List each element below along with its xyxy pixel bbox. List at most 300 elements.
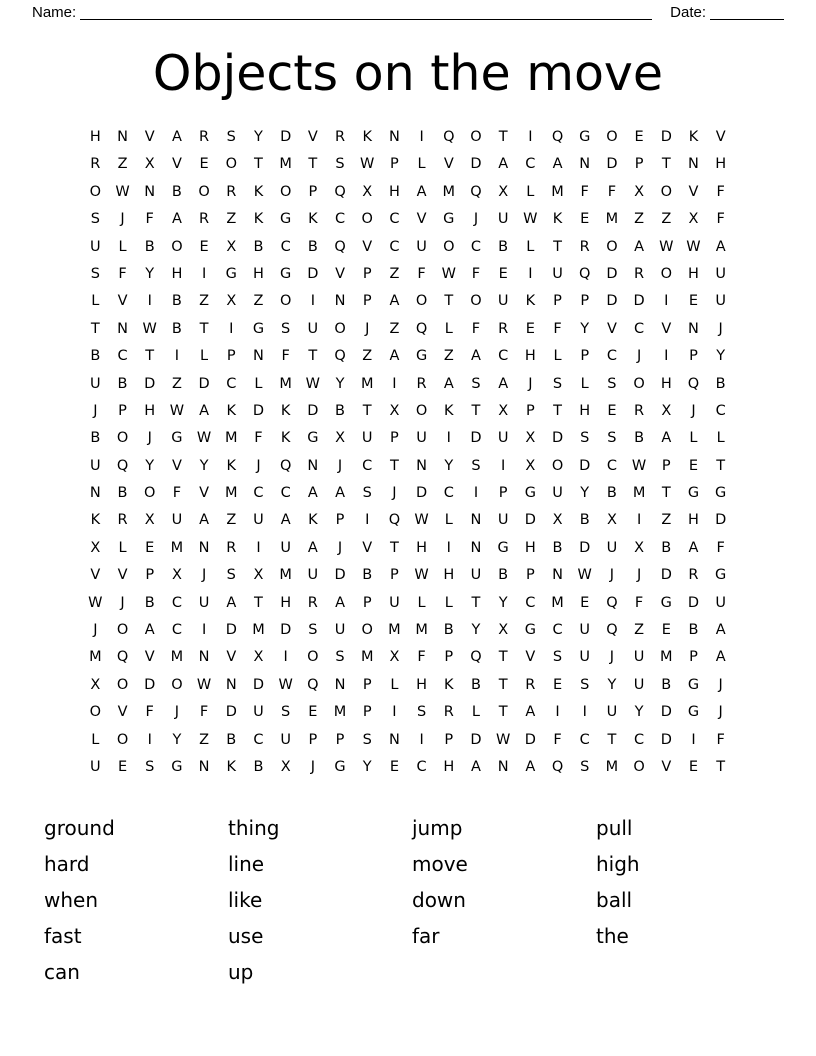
grid-cell[interactable]: C — [470, 238, 482, 255]
grid-cell[interactable]: Q — [579, 265, 591, 282]
grid-cell[interactable]: S — [145, 758, 155, 775]
grid-cell[interactable]: X — [171, 567, 182, 584]
grid-cell[interactable]: R — [688, 567, 699, 584]
word-list-item[interactable]: fast — [44, 923, 82, 948]
grid-cell[interactable]: N — [307, 457, 319, 474]
grid-cell[interactable]: D — [307, 265, 319, 282]
grid-cell[interactable]: X — [362, 183, 373, 200]
grid-cell[interactable]: P — [118, 402, 127, 419]
word-list-item[interactable]: can — [44, 959, 80, 984]
grid-cell[interactable]: C — [171, 622, 182, 639]
grid-cell[interactable]: W — [169, 402, 185, 419]
grid-cell[interactable]: B — [715, 375, 726, 392]
grid-cell[interactable]: H — [144, 402, 156, 419]
grid-cell[interactable]: G — [524, 622, 536, 639]
grid-cell[interactable]: G — [225, 265, 237, 282]
grid-cell[interactable]: V — [171, 457, 182, 474]
grid-cell[interactable]: T — [661, 485, 671, 502]
grid-cell[interactable]: G — [660, 594, 672, 611]
grid-cell[interactable]: E — [199, 156, 209, 173]
grid-cell[interactable]: O — [633, 758, 645, 775]
grid-cell[interactable]: D — [606, 156, 618, 173]
grid-cell[interactable]: V — [688, 183, 699, 200]
grid-cell[interactable]: E — [688, 293, 699, 310]
word-list-item[interactable]: down — [412, 887, 466, 912]
grid-cell[interactable]: Z — [199, 731, 210, 748]
grid-cell[interactable]: P — [308, 731, 318, 748]
grid-cell[interactable]: C — [416, 758, 427, 775]
grid-cell[interactable]: B — [253, 238, 264, 255]
grid-cell[interactable]: F — [254, 430, 263, 447]
grid-cell[interactable]: C — [226, 375, 237, 392]
grid-cell[interactable]: K — [226, 758, 237, 775]
word-list-item[interactable]: when — [44, 887, 99, 912]
grid-cell[interactable]: C — [253, 731, 264, 748]
grid-cell[interactable]: G — [687, 485, 700, 502]
grid-cell[interactable]: O — [144, 485, 156, 502]
grid-cell[interactable]: K — [253, 211, 264, 228]
grid-cell[interactable]: R — [634, 402, 645, 419]
grid-cell[interactable]: Q — [606, 594, 618, 611]
grid-cell[interactable]: F — [172, 485, 182, 502]
grid-cell[interactable]: U — [280, 539, 291, 556]
grid-cell[interactable]: K — [280, 430, 291, 447]
grid-cell[interactable]: N — [334, 293, 346, 310]
grid-cell[interactable]: O — [171, 676, 183, 693]
grid-cell[interactable]: H — [579, 402, 591, 419]
grid-cell[interactable]: F — [281, 348, 290, 365]
grid-cell[interactable]: F — [716, 183, 725, 200]
grid-cell[interactable]: C — [362, 457, 373, 474]
grid-cell[interactable]: Q — [415, 320, 428, 337]
grid-cell[interactable]: F — [417, 649, 426, 666]
grid-cell[interactable]: C — [334, 211, 346, 228]
grid-cell[interactable]: O — [334, 320, 346, 337]
grid-cell[interactable]: S — [362, 731, 372, 748]
grid-cell[interactable]: U — [715, 594, 726, 611]
word-list-item[interactable]: the — [596, 923, 629, 948]
grid-cell[interactable]: B — [661, 676, 672, 693]
grid-cell[interactable]: S — [226, 567, 236, 584]
grid-cell[interactable]: J — [691, 402, 696, 419]
grid-cell[interactable]: L — [444, 320, 453, 337]
grid-cell[interactable]: L — [254, 375, 263, 392]
grid-cell[interactable]: R — [525, 676, 536, 693]
grid-cell[interactable]: T — [607, 731, 617, 748]
grid-cell[interactable]: J — [636, 348, 642, 365]
grid-cell[interactable]: A — [471, 348, 481, 365]
grid-cell[interactable]: Y — [335, 375, 345, 392]
grid-cell[interactable]: U — [497, 430, 509, 447]
grid-cell[interactable]: P — [362, 704, 372, 721]
word-list-item[interactable]: far — [412, 923, 440, 948]
grid-cell[interactable]: E — [525, 320, 535, 337]
grid-cell[interactable]: N — [198, 758, 210, 775]
grid-cell[interactable]: D — [144, 375, 156, 392]
grid-cell[interactable]: S — [362, 485, 372, 502]
grid-cell[interactable]: S — [335, 156, 345, 173]
grid-cell[interactable]: N — [416, 457, 428, 474]
grid-cell[interactable]: C — [525, 156, 536, 173]
grid-cell[interactable]: C — [606, 457, 617, 474]
grid-cell[interactable]: V — [226, 649, 237, 666]
grid-cell[interactable]: B — [498, 238, 509, 255]
grid-cell[interactable]: S — [281, 704, 291, 721]
grid-cell[interactable]: B — [335, 402, 345, 419]
grid-cell[interactable]: X — [606, 512, 617, 529]
grid-cell[interactable]: L — [118, 238, 127, 255]
grid-cell[interactable]: F — [634, 594, 644, 611]
grid-cell[interactable]: V — [443, 156, 454, 173]
grid-cell[interactable]: B — [661, 539, 672, 556]
grid-cell[interactable]: U — [715, 265, 726, 282]
grid-cell[interactable]: L — [417, 594, 426, 611]
grid-cell[interactable]: L — [580, 375, 589, 392]
grid-cell[interactable]: A — [525, 758, 536, 775]
grid-cell[interactable]: G — [687, 676, 700, 693]
grid-cell[interactable]: S — [308, 622, 318, 639]
grid-cell[interactable]: I — [229, 320, 234, 337]
grid-cell[interactable]: Z — [171, 375, 182, 392]
grid-cell[interactable]: U — [90, 375, 101, 392]
grid-cell[interactable]: E — [145, 539, 155, 556]
grid-cell[interactable]: B — [470, 676, 481, 693]
grid-cell[interactable]: A — [715, 622, 726, 639]
grid-cell[interactable]: D — [551, 430, 564, 447]
grid-cell[interactable]: P — [553, 293, 562, 310]
grid-cell[interactable]: Y — [199, 457, 209, 474]
grid-cell[interactable]: I — [446, 539, 451, 556]
grid-cell[interactable]: U — [497, 293, 509, 310]
grid-cell[interactable]: X — [498, 402, 509, 419]
grid-cell[interactable]: F — [145, 704, 154, 721]
grid-cell[interactable]: U — [633, 649, 645, 666]
grid-cell[interactable]: Y — [580, 485, 590, 502]
grid-cell[interactable]: J — [365, 320, 370, 337]
grid-cell[interactable]: H — [443, 567, 455, 584]
grid-cell[interactable]: A — [471, 758, 481, 775]
grid-cell[interactable]: P — [362, 676, 372, 693]
grid-cell[interactable]: Q — [116, 457, 129, 474]
grid-cell[interactable]: W — [142, 320, 157, 337]
grid-cell[interactable]: J — [392, 485, 397, 502]
grid-cell[interactable]: G — [415, 348, 428, 365]
grid-cell[interactable]: C — [389, 238, 400, 255]
grid-cell[interactable]: B — [144, 238, 155, 255]
grid-cell[interactable]: V — [525, 649, 536, 666]
grid-cell[interactable]: B — [226, 731, 237, 748]
grid-cell[interactable]: K — [552, 211, 563, 228]
grid-cell[interactable]: L — [689, 430, 698, 447]
grid-cell[interactable]: A — [715, 238, 726, 255]
grid-cell[interactable]: X — [552, 512, 563, 529]
grid-cell[interactable]: I — [419, 129, 424, 145]
grid-cell[interactable]: J — [609, 649, 615, 666]
grid-cell[interactable]: U — [606, 539, 618, 556]
grid-cell[interactable]: H — [89, 129, 101, 145]
grid-cell[interactable]: A — [307, 485, 318, 502]
grid-cell[interactable]: U — [90, 758, 101, 775]
grid-cell[interactable]: N — [198, 649, 210, 666]
grid-cell[interactable]: F — [553, 320, 562, 337]
grid-cell[interactable]: M — [415, 622, 428, 639]
grid-cell[interactable]: G — [280, 211, 292, 228]
grid-cell[interactable]: T — [553, 238, 562, 255]
grid-cell[interactable]: I — [174, 348, 180, 365]
grid-cell[interactable]: P — [634, 156, 644, 173]
grid-cell[interactable]: N — [144, 183, 156, 200]
grid-cell[interactable]: Q — [470, 183, 482, 200]
grid-cell[interactable]: A — [389, 348, 400, 365]
grid-cell[interactable]: P — [580, 293, 590, 310]
grid-cell[interactable]: V — [117, 704, 128, 721]
grid-cell[interactable]: R — [226, 539, 237, 556]
grid-cell[interactable]: Y — [716, 348, 726, 365]
grid-cell[interactable]: W — [631, 457, 647, 474]
grid-cell[interactable]: A — [634, 238, 645, 255]
grid-cell[interactable]: D — [606, 293, 618, 310]
grid-cell[interactable]: T — [145, 348, 155, 365]
grid-cell[interactable]: A — [335, 594, 345, 611]
grid-cell[interactable]: N — [388, 731, 400, 748]
grid-cell[interactable]: I — [365, 512, 370, 529]
grid-cell[interactable]: D — [280, 622, 292, 639]
grid-cell[interactable]: I — [310, 293, 315, 310]
grid-cell[interactable]: U — [253, 704, 264, 721]
grid-cell[interactable]: M — [170, 649, 184, 666]
grid-cell[interactable]: G — [715, 567, 727, 584]
grid-cell[interactable]: R — [334, 129, 346, 145]
grid-cell[interactable]: I — [446, 430, 451, 447]
grid-cell[interactable]: M — [333, 704, 347, 721]
grid-cell[interactable]: P — [362, 293, 372, 310]
grid-cell[interactable]: A — [498, 375, 509, 392]
grid-cell[interactable]: K — [308, 211, 318, 228]
grid-cell[interactable]: J — [609, 567, 615, 584]
grid-cell[interactable]: O — [307, 649, 319, 666]
grid-cell[interactable]: P — [335, 512, 345, 529]
grid-cell[interactable]: I — [555, 704, 560, 721]
grid-cell[interactable]: O — [606, 129, 618, 145]
grid-cell[interactable]: X — [389, 402, 400, 419]
grid-cell[interactable]: F — [716, 211, 725, 228]
grid-cell[interactable]: E — [580, 594, 590, 611]
grid-cell[interactable]: B — [171, 183, 182, 200]
grid-cell[interactable]: M — [605, 211, 619, 228]
word-list-item[interactable]: up — [228, 959, 254, 984]
grid-cell[interactable]: B — [579, 512, 590, 529]
grid-cell[interactable]: I — [664, 348, 669, 365]
grid-cell[interactable]: X — [661, 402, 672, 419]
grid-cell[interactable]: E — [661, 622, 671, 639]
grid-cell[interactable]: C — [634, 320, 645, 337]
grid-cell[interactable]: D — [633, 293, 645, 310]
grid-cell[interactable]: S — [416, 704, 427, 721]
grid-cell[interactable]: X — [498, 183, 509, 200]
grid-cell[interactable]: M — [660, 649, 673, 666]
word-list-item[interactable]: line — [228, 852, 265, 877]
grid-cell[interactable]: U — [497, 211, 509, 228]
grid-cell[interactable]: P — [390, 156, 399, 173]
grid-cell[interactable]: C — [280, 485, 291, 502]
grid-cell[interactable]: V — [335, 265, 345, 282]
grid-cell[interactable]: P — [390, 567, 399, 584]
grid-cell[interactable]: T — [254, 156, 263, 173]
grid-cell[interactable]: T — [90, 320, 100, 337]
grid-cell[interactable]: U — [90, 238, 101, 255]
grid-cell[interactable]: R — [199, 211, 210, 228]
grid-cell[interactable]: R — [498, 320, 509, 337]
grid-cell[interactable]: D — [225, 704, 237, 721]
grid-cell[interactable]: D — [524, 512, 536, 529]
grid-cell[interactable]: U — [334, 622, 346, 639]
grid-cell[interactable]: L — [444, 594, 453, 611]
grid-cell[interactable]: Z — [226, 512, 237, 529]
grid-cell[interactable]: M — [551, 183, 564, 200]
grid-cell[interactable]: U — [552, 485, 563, 502]
grid-cell[interactable]: D — [606, 265, 618, 282]
grid-cell[interactable]: Y — [444, 457, 454, 474]
grid-cell[interactable]: Q — [334, 348, 346, 365]
grid-cell[interactable]: V — [117, 567, 128, 584]
grid-cell[interactable]: S — [580, 676, 590, 693]
grid-cell[interactable]: M — [252, 622, 265, 639]
grid-cell[interactable]: K — [525, 293, 536, 310]
grid-cell[interactable]: G — [280, 265, 292, 282]
grid-cell[interactable]: A — [389, 293, 400, 310]
grid-cell[interactable]: U — [715, 293, 726, 310]
grid-cell[interactable]: K — [90, 512, 101, 529]
grid-cell[interactable]: Q — [687, 375, 700, 392]
grid-cell[interactable]: E — [634, 129, 644, 145]
grid-cell[interactable]: S — [607, 375, 617, 392]
grid-cell[interactable]: U — [90, 457, 101, 474]
grid-cell[interactable]: M — [360, 649, 374, 666]
word-list-item[interactable]: jump — [412, 816, 463, 841]
grid-cell[interactable]: W — [659, 238, 674, 255]
grid-cell[interactable]: B — [307, 238, 318, 255]
grid-cell[interactable]: Y — [580, 320, 590, 337]
grid-cell[interactable]: X — [389, 649, 400, 666]
grid-cell[interactable]: U — [198, 594, 210, 611]
grid-cell[interactable]: M — [279, 156, 292, 173]
grid-cell[interactable]: C — [579, 731, 590, 748]
grid-cell[interactable]: G — [334, 758, 346, 775]
grid-cell[interactable]: I — [201, 622, 207, 639]
grid-cell[interactable]: Q — [388, 512, 401, 529]
grid-cell[interactable]: M — [170, 539, 184, 556]
grid-cell[interactable]: D — [334, 567, 346, 584]
grid-cell[interactable]: G — [579, 129, 591, 145]
grid-cell[interactable]: X — [144, 512, 155, 529]
grid-cell[interactable]: N — [334, 676, 346, 693]
word-search-grid[interactable] — [82, 124, 735, 781]
grid-cell[interactable]: H — [443, 758, 455, 775]
grid-cell[interactable]: J — [528, 375, 533, 392]
grid-cell[interactable]: V — [144, 649, 155, 666]
grid-cell[interactable]: P — [362, 265, 372, 282]
grid-cell[interactable]: B — [688, 622, 699, 639]
grid-cell[interactable]: A — [226, 594, 237, 611]
grid-cell[interactable]: N — [688, 320, 699, 337]
grid-cell[interactable]: G — [524, 485, 536, 502]
grid-cell[interactable]: P — [308, 183, 318, 200]
grid-cell[interactable]: U — [579, 649, 591, 666]
grid-cell[interactable]: P — [498, 485, 508, 502]
grid-cell[interactable]: W — [414, 512, 429, 529]
grid-cell[interactable]: V — [661, 320, 672, 337]
grid-cell[interactable]: X — [90, 676, 101, 693]
grid-cell[interactable]: P — [444, 649, 454, 666]
grid-cell[interactable]: J — [120, 594, 125, 611]
grid-cell[interactable]: Q — [334, 238, 346, 255]
grid-cell[interactable]: G — [171, 758, 183, 775]
grid-cell[interactable]: N — [253, 348, 264, 365]
grid-cell[interactable]: E — [607, 402, 617, 419]
grid-cell[interactable]: S — [607, 430, 617, 447]
grid-cell[interactable]: L — [444, 512, 453, 529]
grid-cell[interactable]: Q — [606, 622, 618, 639]
grid-cell[interactable]: I — [664, 293, 669, 310]
grid-cell[interactable]: E — [688, 457, 699, 474]
grid-cell[interactable]: A — [171, 211, 182, 228]
grid-cell[interactable]: T — [362, 402, 372, 419]
grid-cell[interactable]: I — [528, 129, 533, 145]
grid-cell[interactable]: O — [415, 293, 428, 310]
grid-cell[interactable]: P — [145, 567, 155, 584]
grid-cell[interactable]: L — [526, 183, 535, 200]
grid-cell[interactable]: Q — [470, 649, 482, 666]
grid-cell[interactable]: V — [117, 293, 128, 310]
grid-cell[interactable]: D — [470, 156, 482, 173]
grid-cell[interactable]: V — [362, 238, 373, 255]
grid-cell[interactable]: F — [580, 183, 589, 200]
grid-cell[interactable]: U — [606, 704, 618, 721]
grid-cell[interactable]: G — [443, 211, 455, 228]
grid-cell[interactable]: Q — [279, 457, 292, 474]
grid-cell[interactable]: U — [552, 265, 563, 282]
grid-cell[interactable]: G — [252, 320, 265, 337]
grid-cell[interactable]: X — [253, 567, 264, 584]
grid-cell[interactable]: P — [580, 348, 590, 365]
grid-cell[interactable]: X — [280, 758, 291, 775]
grid-cell[interactable]: T — [471, 594, 481, 611]
grid-cell[interactable]: Z — [362, 348, 373, 365]
grid-cell[interactable]: L — [118, 539, 127, 556]
grid-cell[interactable]: O — [443, 238, 455, 255]
grid-cell[interactable]: X — [525, 430, 536, 447]
grid-cell[interactable]: F — [471, 265, 481, 282]
grid-cell[interactable]: I — [201, 265, 207, 282]
grid-cell[interactable]: G — [687, 704, 700, 721]
grid-cell[interactable]: A — [171, 129, 182, 145]
grid-cell[interactable]: U — [633, 676, 645, 693]
grid-cell[interactable]: Z — [661, 211, 672, 228]
grid-cell[interactable]: E — [117, 758, 128, 775]
grid-cell[interactable]: S — [90, 211, 100, 228]
grid-cell[interactable]: O — [361, 622, 373, 639]
grid-cell[interactable]: U — [361, 430, 373, 447]
grid-cell[interactable]: J — [120, 211, 125, 228]
grid-cell[interactable]: M — [360, 375, 374, 392]
grid-cell[interactable]: U — [307, 567, 319, 584]
grid-cell[interactable]: T — [661, 156, 671, 173]
grid-cell[interactable]: Y — [172, 731, 182, 748]
grid-cell[interactable]: K — [362, 129, 372, 145]
grid-cell[interactable]: M — [632, 485, 646, 502]
grid-cell[interactable]: V — [606, 320, 617, 337]
grid-cell[interactable]: T — [716, 457, 726, 474]
